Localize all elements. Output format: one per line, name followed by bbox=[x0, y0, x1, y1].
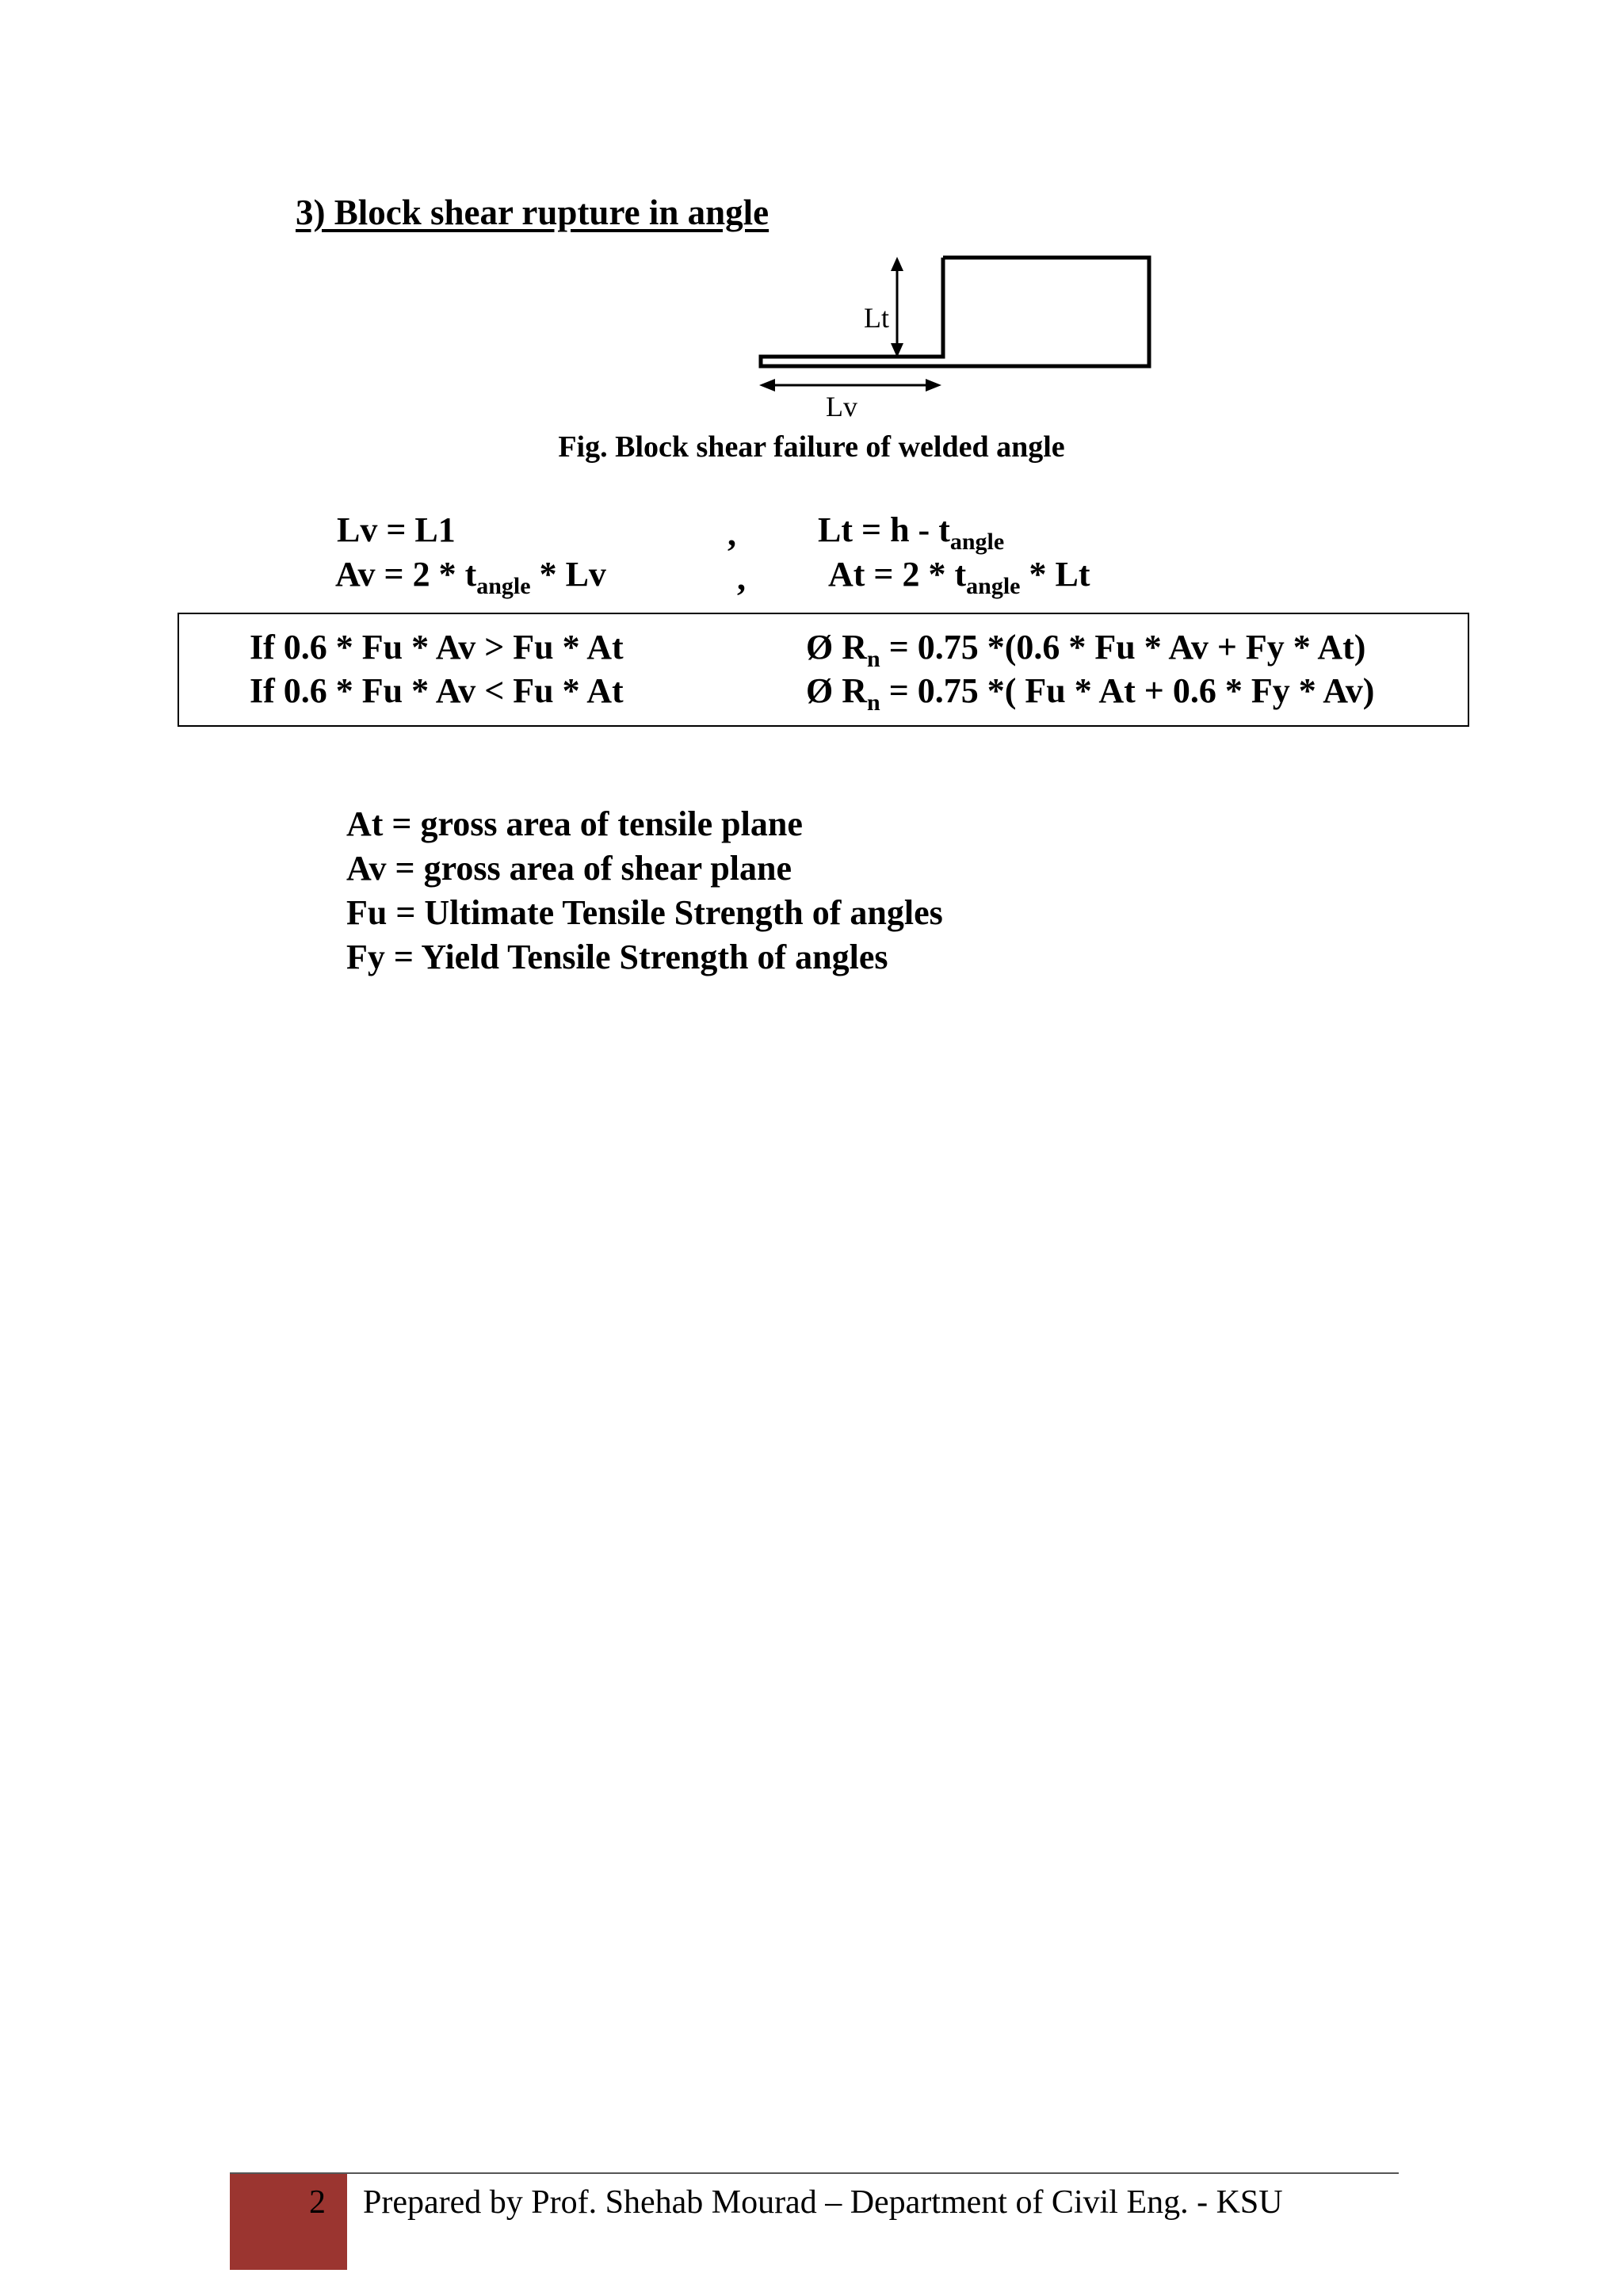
lt-arrow-top-icon bbox=[891, 257, 903, 271]
condition-2: If 0.6 * Fu * Av < Fu * At bbox=[250, 671, 624, 710]
eq-separator-2: , bbox=[737, 559, 746, 598]
definition-at: At = gross area of tensile plane bbox=[346, 804, 803, 843]
definition-fy: Fy = Yield Tensile Strength of angles bbox=[346, 938, 888, 976]
angle-outline bbox=[761, 258, 1149, 366]
block-shear-figure bbox=[745, 246, 1157, 428]
eq-lv: Lv = L1 bbox=[337, 510, 456, 549]
footer-divider bbox=[230, 2172, 1399, 2174]
label-lt: Lt bbox=[864, 302, 889, 334]
lv-arrow-left-icon bbox=[759, 379, 775, 392]
figure-caption: Fig. Block shear failure of welded angle bbox=[558, 430, 1065, 464]
condition-1: If 0.6 * Fu * Av > Fu * At bbox=[250, 628, 624, 667]
eq-lt: $Lt = h - t_{angle}$ bbox=[818, 510, 1005, 555]
result-2: Ø $R_n = 0.75$ *( Fu * At + 0.6 * Fy * Av) bbox=[806, 671, 1375, 716]
lv-arrow-right-icon bbox=[926, 379, 941, 392]
definition-av: Av = gross area of shear plane bbox=[346, 849, 792, 888]
result-1: Ø $R_n = 0.75$ *(0.6 * Fu * Av + Fy * At) bbox=[806, 628, 1366, 672]
label-lv: Lv bbox=[826, 391, 857, 422]
footer-text: Prepared by Prof. Shehab Mourad – Department of Civil Eng. - KSU bbox=[363, 2184, 1283, 2221]
section-heading: 3) Block shear rupture in angle bbox=[296, 193, 769, 232]
footer-accent-block bbox=[230, 2174, 347, 2270]
eq-at: $At = 2 * t_{angle} * Lt$ bbox=[828, 555, 1090, 599]
eq-av: $Av = 2 * t_{angle} * Lv$ bbox=[335, 555, 606, 599]
page-number: 2 bbox=[309, 2184, 326, 2221]
eq-separator-1: , bbox=[727, 514, 736, 553]
definition-fu: Fu = Ultimate Tensile Strength of angles bbox=[346, 893, 943, 932]
